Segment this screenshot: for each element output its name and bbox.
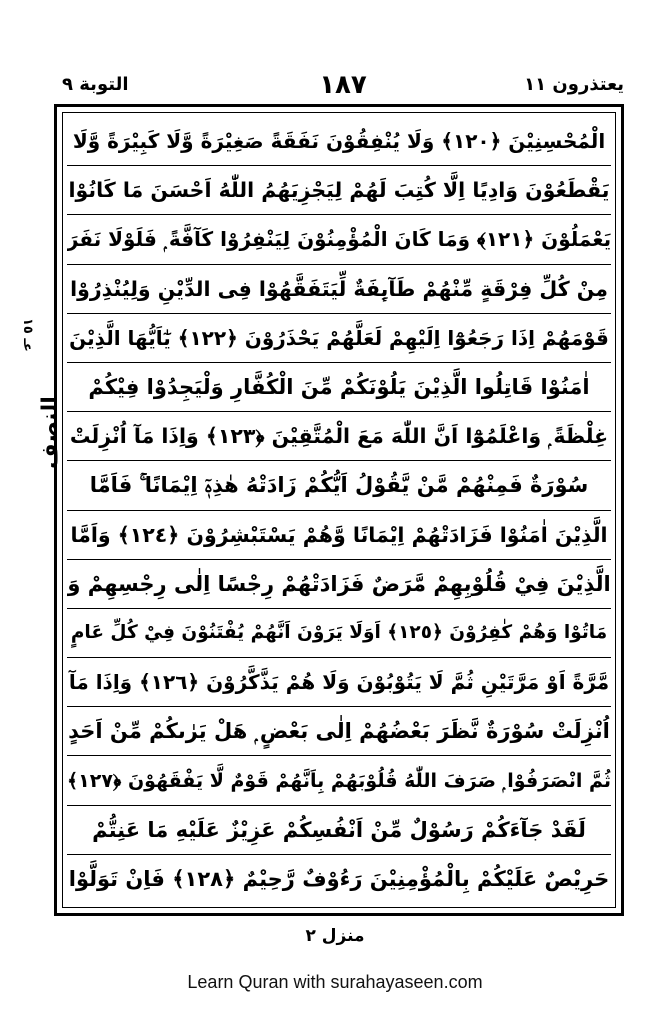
page-number: ١٨٧ [319, 70, 367, 100]
verse-line-10: الَّذِيْنَ فِيْ قُلُوْبِهِمْ مَّرَضٌ فَزَادَتْهُمْ رِجْسًا اِلٰى رِجْسِهِمْ وَ [67, 560, 611, 609]
verse-line-16: حَرِيْصٌ عَلَيْكُمْ بِالْمُؤْمِنِيْنَ رَءُوْفٌ رَّحِيْمٌ ﴿١٢٨﴾ فَاِنْ تَوَلَّوْا [68, 866, 610, 891]
verse-line-9: الَّذِيْنَ اٰمَنُوْا فَزَادَتْهُمْ اِيْمَانًا وَّهُمْ يَسْتَبْشِرُوْنَ ﴿١٢٤﴾ وَاَمَّا [67, 511, 611, 560]
verse-line-14: ثُمَّ انْصَرَفُوْا ۭ صَرَفَ اللّٰهُ قُلُوْبَهُمْ بِاَنَّهُمْ قَوْمٌ لَّا يَفْقَهُوْنَ ﴿١٢٧﴾ [67, 756, 611, 805]
site-credit: Learn Quran with surahayaseen.com [187, 972, 483, 992]
verse-line-8: سُوْرَةٌ فَمِنْهُمْ مَّنْ يَّقُوْلُ اَيُّكُمْ زَادَتْهُ هٰذِهٖٓ اِيْمَانًا ۚ فَاَمَّا [67, 461, 611, 510]
verse-line-4: مِنْ كُلِّ فِرْقَةٍ مِّنْهُمْ طَآىِٕفَةٌ لِّيَتَفَقَّهُوْا فِى الدِّيْنِ وَلِيُنْذِرُوْا [67, 265, 611, 314]
verse-lines [67, 117, 611, 903]
surah-label: التوبة ٩ [62, 74, 129, 95]
verse-line-11: مَاتُوْا وَهُمْ كٰفِرُوْنَ ﴿١٢٥﴾ اَوَلَا يَرَوْنَ اَنَّهُمْ يُفْتَنُوْنَ فِيْ كُلِّ عَامٍ [67, 609, 611, 658]
verse-line-7: غِلْظَةً ۭ وَاعْلَمُوْٓا اَنَّ اللّٰهَ مَعَ الْمُتَّقِيْنَ ﴿١٢٣﴾ وَاِذَا مَآ اُنْزِلَتْ [67, 412, 611, 461]
verse-line-2: يَقْطَعُوْنَ وَادِيًا اِلَّا كُتِبَ لَهُمْ لِيَجْزِيَهُمُ اللّٰهُ اَحْسَنَ مَا كَانُوْا [67, 166, 611, 215]
ruku-mark: عـ ١٥ [20, 318, 35, 352]
nisf-mark: النصف [37, 396, 63, 469]
verse-line-1: الْمُحْسِنِيْنَ ﴿١٢٠﴾ وَلَا يُنْفِقُوْنَ نَفَقَةً صَغِيْرَةً وَّلَا كَبِيْرَةً وَّلَا [67, 117, 611, 166]
verse-line-13: اُنْزِلَتْ سُوْرَةٌ نَّظَرَ بَعْضُهُمْ اِلٰى بَعْضٍ ۭ هَلْ يَرٰىكُمْ مِّنْ اَحَدٍ [67, 707, 611, 756]
verse-line-15: لَقَدْ جَآءَكُمْ رَسُوْلٌ مِّنْ اَنْفُسِكُمْ عَزِيْزٌ عَلَيْهِ مَا عَنِتُّمْ [67, 806, 611, 855]
verse-line-12: مَّرَّةً اَوْ مَرَّتَيْنِ ثُمَّ لَا يَتُوْبُوْنَ وَلَا هُمْ يَذَّكَّرُوْنَ ﴿١٢٦﴾ وَاِذَا مَآ [67, 658, 611, 707]
manzil-label: منزل ٢ [305, 926, 365, 946]
verse-line-5: قَوْمَهُمْ اِذَا رَجَعُوْٓا اِلَيْهِمْ لَعَلَّهُمْ يَحْذَرُوْنَ ﴿١٢٢﴾ يٰٓاَيُّهَا الَّذِيْنَ [67, 314, 611, 363]
page-header [58, 70, 628, 104]
text-frame [54, 104, 624, 916]
para-label: يعتذرون ١١ [524, 74, 624, 95]
verse-line-6: اٰمَنُوْا قَاتِلُوا الَّذِيْنَ يَلُوْنَكُمْ مِّنَ الْكُفَّارِ وَلْيَجِدُوْا فِيْكُمْ [67, 363, 611, 412]
verse-line-3: يَعْمَلُوْنَ ﴿١٢١﴾ وَمَا كَانَ الْمُؤْمِنُوْنَ لِيَنْفِرُوْا كَآفَّةً ۭ فَلَوْلَا نَفَرَ [67, 215, 611, 264]
